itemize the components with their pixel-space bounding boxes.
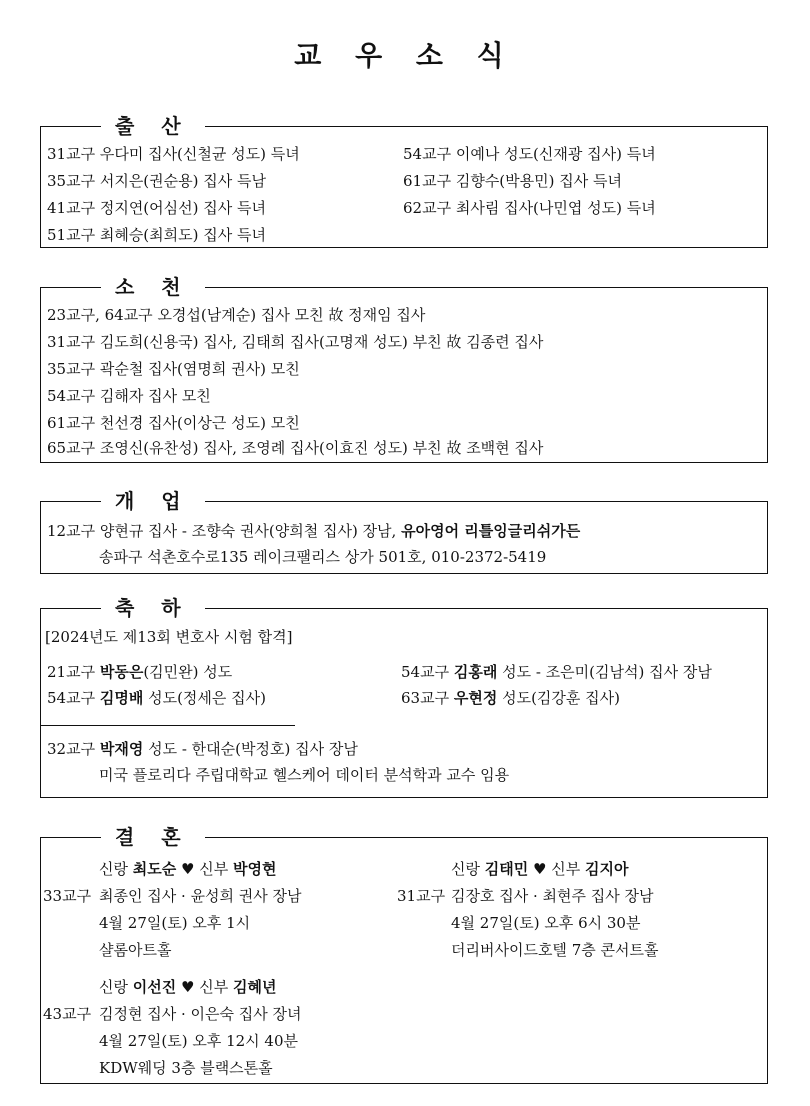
heart-icon: ♥ xyxy=(181,860,195,878)
person-name: 김홍래 xyxy=(453,663,498,681)
wedding-parents: 김정현 집사 · 이은숙 집사 장녀 xyxy=(99,1005,302,1023)
congrats-extra xyxy=(47,738,358,760)
parish: 21교구 xyxy=(47,663,100,681)
opening-section-title: 개 업 xyxy=(101,488,205,514)
opening-text: 12교구 양현규 집사 - 조향숙 권사(양희철 집사) 장남, xyxy=(47,522,402,540)
parish: 63교구 xyxy=(401,689,454,707)
detail: (김민완) 성도 xyxy=(143,663,233,681)
detail: 성도 - 조은미(김남석) 집사 장남 xyxy=(497,663,712,681)
congrats-section xyxy=(40,596,768,798)
wedding-date: 4월 27일(토) 오후 6시 30분 xyxy=(451,914,641,932)
wedding-venue: 샬롬아트홀 xyxy=(99,941,172,959)
bride-name: 김지아 xyxy=(585,860,629,878)
death-item: 31교구 김도희(신용국) 집사, 김태희 집사(고명재 성도) 부친 故 김종련 집사 xyxy=(47,333,544,351)
wedding-date: 4월 27일(토) 오후 1시 xyxy=(99,914,251,932)
bride-label: 신부 xyxy=(194,978,233,996)
person-name: 박동은 xyxy=(99,663,144,681)
birth-item: 31교구 우다미 집사(신철균 성도) 득녀 xyxy=(47,145,300,163)
birth-item: 51교구 최혜승(최희도) 집사 득녀 xyxy=(47,226,266,244)
wedding-date: 4월 27일(토) 오후 12시 40분 xyxy=(99,1032,299,1050)
heart-icon: ♥ xyxy=(181,978,195,996)
bride-name: 박영현 xyxy=(233,860,277,878)
birth-item: 54교구 이예나 성도(신재광 집사) 득녀 xyxy=(403,145,656,163)
birth-item: 41교구 정지연(어심선) 집사 득녀 xyxy=(47,199,266,217)
groom-name: 김태민 xyxy=(484,860,529,878)
death-item: 65교구 조영신(유찬성) 집사, 조영례 집사(이효진 성도) 부친 故 조백현 집사 xyxy=(47,439,544,457)
groom-name: 이선진 xyxy=(132,978,177,996)
parish: 54교구 xyxy=(401,663,454,681)
birth-item: 35교구 서지은(권순용) 집사 득남 xyxy=(47,172,266,190)
wedding-parish: 33교구 xyxy=(43,887,92,905)
wedding-parish: 43교구 xyxy=(43,1005,92,1023)
opening-section xyxy=(40,489,768,574)
groom-label: 신랑 xyxy=(451,860,485,878)
wedding-parish: 31교구 xyxy=(397,887,446,905)
congrats-item xyxy=(47,661,232,683)
congrats-item xyxy=(401,661,712,683)
groom-label: 신랑 xyxy=(99,860,133,878)
person-name: 우현정 xyxy=(453,689,498,707)
birth-section xyxy=(40,114,768,248)
business-name: 유아영어 리틀잉글리쉬가든 xyxy=(401,522,581,540)
wedding-parents: 김장호 집사 · 최현주 집사 장남 xyxy=(451,887,654,905)
page-title: 교 우 소 식 xyxy=(294,39,516,72)
death-item: 54교구 김해자 집사 모친 xyxy=(47,387,211,405)
bride-label: 신부 xyxy=(546,860,585,878)
congrats-extra-detail: 미국 플로리다 주립대학교 헬스케어 데이터 분석학과 교수 임용 xyxy=(99,766,510,784)
parish: 32교구 xyxy=(47,740,100,758)
detail: 성도(김강훈 집사) xyxy=(497,689,620,707)
detail: 성도(정세은 집사) xyxy=(143,689,266,707)
divider xyxy=(41,725,295,726)
bride-name: 김혜년 xyxy=(233,978,277,996)
wedding-section xyxy=(40,825,768,1084)
birth-item: 61교구 김향수(박용민) 집사 득녀 xyxy=(403,172,622,190)
death-item: 23교구, 64교구 오경섭(남계순) 집사 모친 故 정재임 집사 xyxy=(47,306,426,324)
wedding-couple xyxy=(99,858,276,880)
person-name: 박재영 xyxy=(99,740,144,758)
death-item: 61교구 천선경 집사(이상근 성도) 모친 xyxy=(47,414,300,432)
opening-address: 송파구 석촌호수로135 레이크팰리스 상가 501호, 010-2372-5419 xyxy=(99,548,547,566)
wedding-section-title: 결 혼 xyxy=(101,824,205,850)
birth-section-title: 출 산 xyxy=(101,113,205,139)
opening-line xyxy=(47,520,580,542)
wedding-venue: 더리버사이드호텔 7층 콘서트홀 xyxy=(451,941,659,959)
wedding-couple xyxy=(99,976,276,998)
death-item: 35교구 곽순철 집사(염명희 권사) 모친 xyxy=(47,360,300,378)
congrats-header: [2024년도 제13회 변호사 시험 합격] xyxy=(45,628,293,646)
detail: 성도 - 한대순(박정호) 집사 장남 xyxy=(143,740,358,758)
wedding-couple xyxy=(451,858,628,880)
parish: 54교구 xyxy=(47,689,100,707)
groom-label: 신랑 xyxy=(99,978,133,996)
congrats-item xyxy=(401,687,620,709)
congrats-section-title: 축 하 xyxy=(101,595,205,621)
death-section-title: 소 천 xyxy=(101,274,205,300)
bride-label: 신부 xyxy=(194,860,233,878)
congrats-item xyxy=(47,687,266,709)
death-section xyxy=(40,275,768,463)
person-name: 김명배 xyxy=(99,689,144,707)
heart-icon: ♥ xyxy=(533,860,547,878)
birth-item: 62교구 최사림 집사(나민엽 성도) 득녀 xyxy=(403,199,656,217)
groom-name: 최도순 xyxy=(132,860,177,878)
wedding-venue: KDW웨딩 3층 블랙스톤홀 xyxy=(99,1059,273,1077)
wedding-parents: 최종인 집사 · 윤성희 권사 장남 xyxy=(99,887,302,905)
